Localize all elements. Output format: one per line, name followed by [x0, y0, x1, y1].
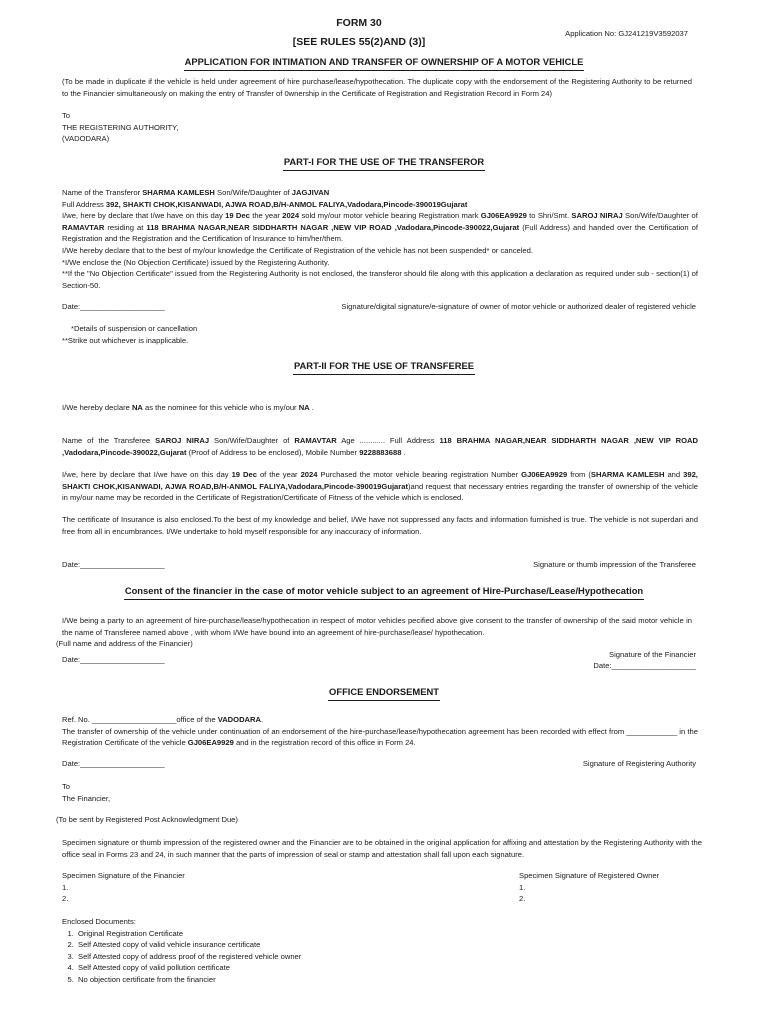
enclosed-title: Enclosed Documents:: [62, 917, 136, 926]
part1-note-suspension: *Details of suspension or cancellation: [71, 324, 198, 333]
part1-note-strike: **Strike out whichever is inapplicable.: [62, 336, 189, 345]
office-date: Date:____________________: [62, 759, 165, 768]
application-number: Application No: GJ241219V3592037: [565, 29, 688, 38]
part2-heading: PART-II FOR THE USE OF TRANSFEREE: [60, 360, 708, 371]
part2-date: Date:____________________: [62, 560, 165, 569]
office-heading: OFFICE ENDORSEMENT: [60, 686, 708, 697]
specimen-owner: Specimen Signature of Registered Owner 1. 2.: [519, 871, 660, 904]
financier-heading: Consent of the financier in the case of motor vehicle subject to an agreement of Hire-Purchase/Lease/Hypothecation: [60, 585, 708, 596]
part2-insurance-statement: The certificate of Insurance is also enclosed.To the best of my knowledge and belief, I/We have not suppressed any facts and information furnished is true. The vehicle is not superdari and free from all in encumbrances. I/We undertake to hold myself responsible for any inaccuracy of information.: [62, 515, 698, 536]
form-title: FORM 30: [336, 17, 382, 29]
financier-name-note: (Full name and address of the Financier): [56, 639, 193, 648]
financier-signature-date: Date:____________________: [593, 661, 696, 670]
part2-nominee: I/We hereby declare NA as the nominee for this vehicle who is my/our NA .: [62, 403, 314, 412]
post-instruction: (To be sent by Registered Post Acknowledgment Due): [56, 815, 238, 824]
part1-date: Date:____________________: [62, 302, 165, 311]
intro-note: (To be made in duplicate if the vehicle is held under agreement of hire purchase/lease/hypothecation. The duplicate copy with the endorsement of the Registering Authority to be returned to the Financier simultaneously on making the entry of Transfer of 0wnership in the Certificate of Registration and Registration Record in Form 24): [62, 77, 692, 98]
part1-transferor-details: Name of the Transferor SHARMA KAMLESH Son/Wife/Daughter of JAGJIVAN Full Address 392, SHAKTI CHOK,KISANWADI, AJWA ROAD,B/H-ANMOL FALIYA,Vadodara,Pincode-390019Gujarat I/we, here by declare that I/we have on this day 19 Dec the year 2024 sold my/our motor vehicle bearing Registration mark GJ06EA9929 to Shri/Smt. SAROJ NIRAJ Son/Wife/Daughter of RAMAVTAR residing at 118 BRAHMA NAGAR,NEAR SIDDHARTH NAGAR ,NEW VIP ROAD ,Vadodara,Pincode-390022,Gujarat (Full Address) and handed over the Certification of Registration and the Registration and the Certification of Insurance to him/her/them. I/We hereby declare that to the best of my/our knowledge the Certificate of Registration of the vehicle has not been suspended* or canceled. *I/We enclose the (No Objection Certificate) issued by the Registering Authority. **If the "No Objection Certificate" issued from the Registering Authority is not enclosed, the transferor should file along with this application a declaration as required under sub - section(1) of Section-50.: [62, 188, 698, 290]
enclosed-item: 5. No objection certificate from the financier: [76, 974, 462, 986]
part2-purchase-declaration: I/we, here by declare that I/we have on this day 19 Dec of the year 2024 Purchased the motor vehicle bearing registration Number GJ06EA9929 from (SHARMA KAMLESH and 392, SHAKTI CHOK,KISANWADI, AJWA ROAD,B/H-ANMOL FALIYA,Vadodara,Pincode-390019Gujarat)and request that necessary entries regarding the transfer of ownership of the vehicle in my/our name may be recorded in the Certificate of Registration/Certificate of Fitness of the vehicle which is enclosed.: [62, 470, 698, 503]
financier-signature-caption: Signature of the Financier: [609, 650, 696, 659]
financier-date: Date:____________________: [62, 655, 165, 664]
enclosed-item: 3. Self Attested copy of address proof of the registered vehicle owner: [76, 951, 462, 963]
rules-reference: [SEE RULES 55(2)AND (3)]: [292, 36, 426, 48]
addressee: To THE REGISTERING AUTHORITY, (VADODARA): [62, 111, 179, 144]
office-signature-caption: Signature of Registering Authority: [582, 759, 696, 768]
specimen-financier: Specimen Signature of the Financier 1. 2.: [62, 871, 185, 904]
financier-consent-text: I/We being a party to an agreement of hire-purchase/lease/hypothecation in respect of motor vehicles pecified above give consent to the transfer of ownership of the said motor vehicle in the name of Transferee named above , with whom I/We have bound into an agreement of hire-purchase/lease/ hypothecation.: [62, 616, 692, 637]
main-title: APPLICATION FOR INTIMATION AND TRANSFER OF OWNERSHIP OF A MOTOR VEHICLE: [60, 56, 708, 67]
enclosed-item: 1. Original Registration Certificate: [76, 928, 462, 940]
enclosed-item: 2. Self Attested copy of valid vehicle insurance certificate: [76, 939, 462, 951]
part2-transferee-details: Name of the Transferee SAROJ NIRAJ Son/Wife/Daughter of RAMAVTAR Age ............ Full Address 118 BRAHMA NAGAR,NEAR SIDDHARTH NAGAR ,NEW VIP ROAD ,Vadodara,Pincode-390022,Gujarat (Proof of Address to be enclosed), Mobile Number 9228883688 .: [62, 436, 698, 457]
enclosed-documents: [62, 916, 462, 986]
part1-signature-caption: Signature/digital signature/e-signature of owner of motor vehicle or authorized dealer of registered vehicle: [341, 302, 696, 311]
specimen-instructions: Specimen signature or thumb impression of the registered owner and the Financier are to be obtained in the original application for affixing and attestation by the Registering Authority with the office seal in Forms 23 and 24, in such manner that the parts of impression of seal or stamp and attestation shall fall upon each signature.: [62, 838, 702, 859]
enclosed-item: 4. Self Attested copy of valid pollution certificate: [76, 962, 462, 974]
part1-heading: PART-I FOR THE USE OF THE TRANSFEROR: [60, 156, 708, 167]
financier-addressee: To The Financier,: [62, 782, 111, 803]
office-endorsement-text: Ref. No. ____________________office of the VADODARA. The transfer of ownership of the vehicle under continuation of an endorsement of the hire-purchase/lease/hypothecation agreement has been recorded with effect from ____________ in the Registration Certificate of the vehicle GJ06EA9929 and in the registration record of this office in Form 24.: [62, 715, 698, 748]
enclosed-list: [62, 928, 462, 986]
part2-signature-caption: Signature or thumb impression of the Transferee: [533, 560, 696, 569]
